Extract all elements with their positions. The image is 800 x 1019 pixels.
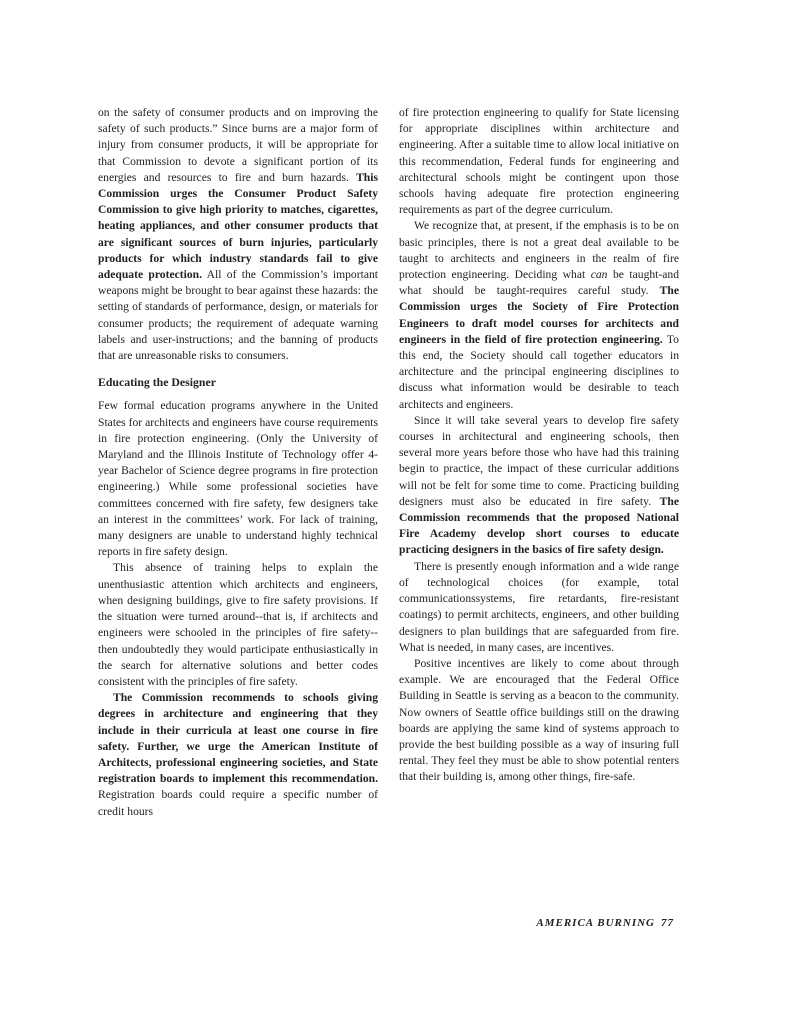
paragraph: We recognize that, at present, if the emphasis is to be on basic principles, there is not a great deal available to be taught to architects and engineers in the realm of fire protection engineering. Deciding what can be taught-and what should be taught-requires careful study. The Commission urges the Society of Fire Protection Engineers to draft model courses for architects and engineers in the field of fire protection engineering. To this end, the Society should call together educators in architecture and the principal engineering disciplines to discuss what information would be desirable to teach architects and engineers. [399, 219, 679, 411]
page-number: 77 [661, 917, 674, 929]
footer-title: AMERICA BURNING [536, 917, 655, 929]
recommendation-text: This Commission urges the Consumer Product Safety Commission to give high priority to matches, cigarettes, heating appliances, and other consumer products that are significant sources of burn injuries, particularly products for which industry standards fail to give adequate protection. [98, 170, 378, 282]
paragraph: The Commission recommends to schools giving degrees in architecture and engineering that they include in their curricula at least one course in fire safety. Further, we urge the American Institute of Architects, professional engineering societies, and State registration boards to implement this recommendation. Registration boards could require a specific number of credit hours [98, 691, 378, 818]
paragraph: Positive incentives are likely to come about through example. We are encouraged that the Federal Office Building in Seattle is serving as a beacon to the community. Now owners of Seattle office buildings still on the drawing boards are applying the same kind of systems approach to provide the best building possible as a way of insuring full rental. They feel they must be able to show potential renters that their building is, among other things, fire-safe. [399, 656, 679, 784]
paragraph: on the safety of consumer products and on improving the safety of such products.” Since burns are a major form of injury from consumer products, it will be appropriate for that Commission to devote a significant portion of its energies and resources to fire and burn hazards. This Commission urges the Consumer Product Safety Commission to give high priority to matches, cigarettes, heating appliances, and other consumer products that are significant sources of burn injuries, particularly products for which industry standards fail to give adequate protection. All of the Commission’s important weapons might be brought to bear against these hazards: the setting of standards of performance, design, or materials for consumer products; the requirement of adequate warning labels and user-instructions; and the banning of products that are unreasonable risks to consumers. [98, 106, 378, 363]
page-footer [536, 917, 680, 929]
emphasis-text: can [590, 268, 608, 282]
paragraph: There is presently enough information and a wide range of technological choices (for example, total communicationssystems, fire retardants, fire-resistant coatings) to permit architects, engineers, and other building designers to plan buildings that are safeguarded from fire. What is needed, in many cases, are incentives. [399, 559, 679, 654]
recommendation-text: The Commission recommends to schools giving degrees in architecture and engineering that they include in their curricula at least one course in fire safety. Further, we urge the American Institute of Architects, professional engineering societies, and State registration boards to implement this recommendation. [98, 691, 378, 786]
recommendation-text: The Commission recommends that the proposed National Fire Academy develop short courses to educate practicing designers in the basics of fire safety design. [399, 494, 679, 557]
right-column [399, 105, 679, 786]
paragraph: Few formal education programs anywhere in the United States for architects and engineers have course requirements in fire protection engineering. (Only the University of Maryland and the Illinois Institute of Technology offer 4-year Bachelor of Science degree programs in fire protection engineering.) While some professional societies have committees concerned with fire safety, few designers take an interest in the committees’ work. For lack of training, many designers are unable to understand highly technical reports in fire safety design. [98, 399, 378, 559]
paragraph: This absence of training helps to explain the unenthusiastic attention which architects and engineers, when designing buildings, give to fire safety provisions. If the situation were turned around--that is, if architects and engineers were schooled in the principles of fire safety--then undoubtedly they would participate enthusiastically in the search for alternative solutions and better codes consistent with the principles of fire safety. [98, 561, 378, 688]
paragraph: of fire protection engineering to qualify for State licensing for appropriate disciplines within architecture and engineering. After a suitable time to allow local initiative on this recommendation, Federal funds for engineering and architectural schools might be contingent upon those schools having adequate fire protection engineering requirements as part of the degree curriculum. [399, 106, 679, 217]
section-heading: Educating the Designer [98, 375, 216, 390]
recommendation-text: The Commission urges the Society of Fire Protection Engineers to draft model courses for architects and engineers in the field of fire protection engineering. [399, 284, 679, 346]
left-column [98, 105, 378, 820]
paragraph: Since it will take several years to develop fire safety courses in architectural and engineering schools, then several more years before those who have had this training begin to practice, the impact of these curricular additions will not be felt for some time to come. Practicing building designers must also be educated in fire safety. The Commission recommends that the proposed National Fire Academy develop short courses to educate practicing designers in the basics of fire safety design. [399, 413, 679, 557]
